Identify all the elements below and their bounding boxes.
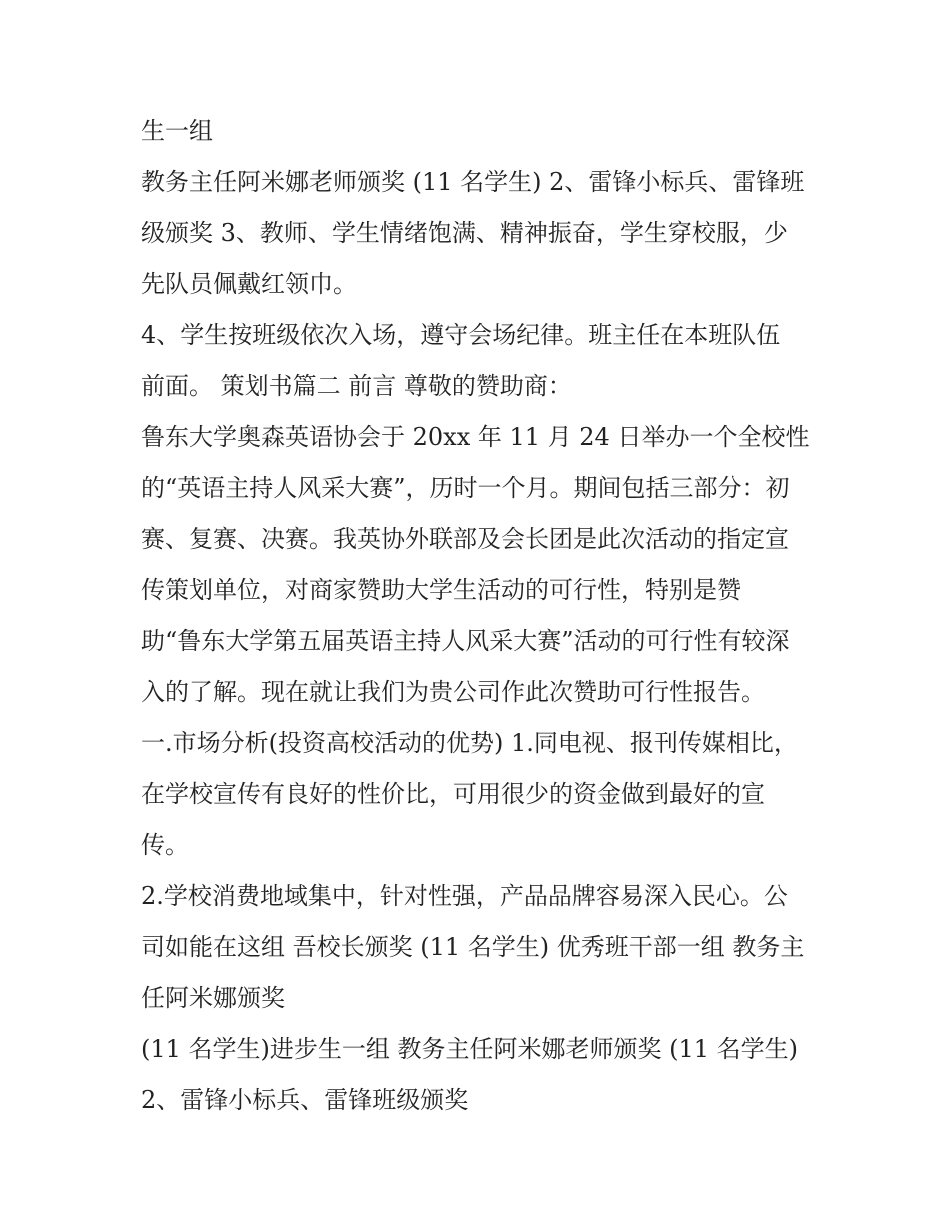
text-line: 生一组 <box>141 117 213 145</box>
text-line: 先队员佩戴红领巾。 <box>141 270 357 298</box>
text-line: 助“鲁东大学第五届英语主持人风采大赛”活动的可行性有较深 <box>141 627 790 655</box>
text-line: 2.学校消费地域集中，针对性强，产品品牌容易深入民心。公 <box>141 882 788 910</box>
text-line: 前面。 策划书篇二 前言 尊敬的赞助商： <box>141 372 572 400</box>
text-line: 传。 <box>141 831 189 859</box>
text-line: 入的了解。现在就让我们为贵公司作此次赞助可行性报告。 <box>141 678 765 706</box>
text-line: 传策划单位，对商家赞助大学生活动的可行性，特别是赞 <box>141 576 741 604</box>
text-line: 级颁奖 3、教师、学生情绪饱满、精神振奋，学生穿校服，少 <box>141 219 788 247</box>
text-line: (11 名学生)进步生一组 教务主任阿米娜老师颁奖 (11 名学生) <box>141 1035 799 1063</box>
text-line: 教务主任阿米娜老师颁奖 (11 名学生) 2、雷锋小标兵、雷锋班 <box>141 168 805 196</box>
text-line: 一.市场分析(投资高校活动的优势) 1.同电视、报刊传媒相比， <box>141 729 798 757</box>
text-line: 赛、复赛、决赛。我英协外联部及会长团是此次活动的指定宣 <box>141 525 789 553</box>
text-line: 鲁东大学奥森英语协会于 20xx 年 11 月 24 日举办一个全校性 <box>141 423 810 451</box>
text-line: 2、雷锋小标兵、雷锋班级颁奖 <box>141 1086 469 1114</box>
text-line: 的“英语主持人风采大赛”，历时一个月。期间包括三部分：初 <box>141 474 790 502</box>
document-body <box>141 106 821 1126</box>
text-line: 在学校宣传有良好的性价比，可用很少的资金做到最好的宣 <box>141 780 765 808</box>
text-line: 4、学生按班级依次入场，遵守会场纪律。班主任在本班队伍 <box>141 321 781 349</box>
text-line: 司如能在这组 吾校长颁奖 (11 名学生) 优秀班干部一组 教务主 <box>141 933 805 961</box>
text-line: 任阿米娜颁奖 <box>141 984 285 1012</box>
